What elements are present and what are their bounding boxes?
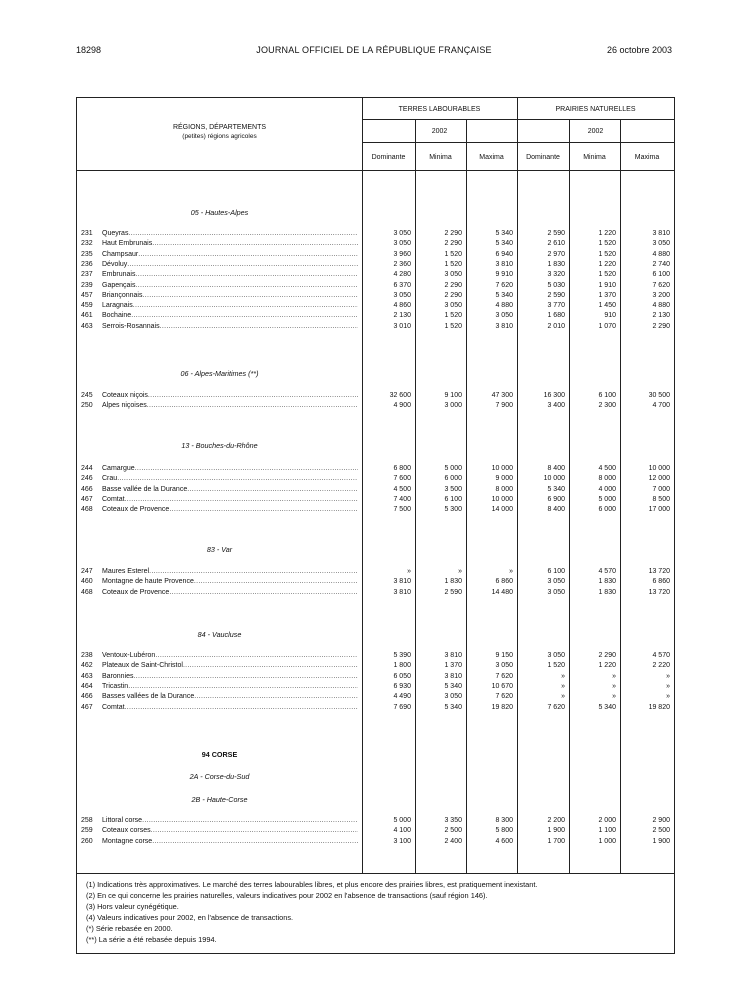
value-cell: 5 800 [495, 827, 513, 835]
journal-title: JOURNAL OFFICIEL DE LA RÉPUBLIQUE FRANÇAISE [256, 45, 492, 55]
footnote: (*) Série rebasée en 2000. [86, 924, 173, 933]
region-code: 468 [81, 588, 93, 596]
value-cell: 6 000 [598, 506, 616, 514]
value-cell: 3 050 [393, 240, 411, 248]
region-name: Champsaur ..... [102, 250, 358, 260]
region-name: Queyras ..... [102, 229, 358, 239]
value-cell: 7 620 [495, 281, 513, 289]
value-cell: 2 290 [652, 322, 670, 330]
region-name: Tricastin ..... [102, 682, 358, 692]
value-cell: 6 100 [547, 568, 565, 575]
region-name: Ventoux-Lubéron ..... [102, 651, 358, 661]
region-code: 244 [81, 465, 93, 472]
col-header-maxima: Maxima [479, 154, 504, 161]
value-cell: 3 050 [444, 302, 462, 310]
group-header-prairies: PRAIRIES NATURELLES [555, 106, 636, 113]
footnote: (**) La série a été rebasée depuis 1994. [86, 935, 217, 944]
region-code: 463 [81, 672, 93, 680]
value-cell: 6 100 [652, 271, 670, 279]
value-cell: 3 050 [495, 312, 513, 320]
region-code: 459 [81, 302, 93, 310]
value-cell: 8 400 [547, 506, 565, 514]
value-cell: 5 340 [495, 291, 513, 299]
value-cell: 4 880 [652, 302, 670, 310]
value-cell: 3 050 [547, 588, 565, 596]
value-cell: 4 280 [393, 271, 411, 279]
value-cell: 5 000 [598, 495, 616, 503]
value-cell: 1 900 [547, 827, 565, 835]
value-cell: 1 220 [598, 662, 616, 670]
section-title: 13 - Bouches-du-Rhône [181, 441, 258, 450]
value-cell: 1 830 [598, 588, 616, 596]
value-cell: 13 720 [648, 568, 670, 575]
value-cell: 4 570 [652, 652, 670, 659]
value-cell: » [561, 693, 565, 701]
value-cell: 6 050 [393, 672, 411, 680]
value-cell: 1 220 [598, 260, 616, 268]
value-cell: 4 860 [393, 302, 411, 310]
value-cell: 3 050 [547, 578, 565, 586]
table-row [77, 250, 674, 260]
region-name: Briançonnais ..... [102, 291, 358, 301]
table-row [77, 260, 674, 270]
table-row [77, 837, 674, 847]
regions-header: RÉGIONS, DÉPARTEMENTS [172, 124, 267, 131]
value-cell: 5 000 [444, 465, 462, 472]
region-name: Bochaine ..... [102, 311, 358, 321]
value-cell: 1 520 [598, 271, 616, 279]
value-cell: 7 690 [393, 703, 411, 711]
section-subtitle: 2A - Corse-du-Sud [189, 772, 250, 781]
value-cell: 910 [604, 312, 616, 320]
col-header-maxima-prairies: Maxima [634, 154, 660, 161]
region-code: 259 [81, 827, 93, 835]
value-cell: 1 000 [598, 837, 616, 845]
value-cell: 5 340 [495, 240, 513, 248]
value-cell: 2 590 [444, 588, 462, 596]
region-name: Basses vallées de la Durance ..... [102, 692, 358, 702]
value-cell: 14 480 [491, 588, 513, 596]
table-row [77, 485, 674, 495]
value-cell: 4 880 [652, 250, 670, 258]
region-name: Basse vallée de la Durance ..... [102, 485, 358, 495]
value-cell: 1 070 [598, 322, 616, 330]
footnote: (1) Indications très approximatives. Le marché des terres labourables libres, et plus encore des prairies libres, est pratiquement inexistant. [86, 880, 538, 889]
value-cell: 2 610 [547, 240, 565, 248]
value-cell: 5 340 [444, 682, 462, 690]
value-cell: 6 800 [393, 465, 411, 472]
value-cell: 6 940 [495, 250, 513, 258]
value-cell: 1 910 [598, 281, 616, 289]
table-row [77, 270, 674, 280]
value-cell: 2 500 [444, 827, 462, 835]
group-header-terres: TERRES LABOURABLES [398, 106, 481, 113]
region-name: Comtat ..... [102, 495, 358, 505]
value-cell: 3 050 [393, 291, 411, 299]
year-header-prairies: 2002 [587, 128, 604, 135]
table-row [77, 505, 674, 515]
value-cell: 1 520 [598, 240, 616, 248]
value-cell: 10 000 [491, 495, 513, 503]
value-cell: 5 390 [393, 652, 411, 659]
region-name: Embrunais ..... [102, 270, 358, 280]
value-cell: 4 500 [393, 485, 411, 493]
value-cell: 3 050 [652, 240, 670, 248]
region-name: Crau ..... [102, 474, 358, 484]
value-cell: 2 360 [393, 260, 411, 268]
value-cell: 3 810 [495, 322, 513, 330]
table-row [77, 588, 674, 598]
value-cell: 2 130 [393, 312, 411, 320]
value-cell: 7 620 [495, 693, 513, 701]
value-cell: 5 340 [598, 703, 616, 711]
table-row [77, 567, 674, 577]
section-subtitle: 2B - Haute-Corse [191, 795, 248, 804]
value-cell: 1 450 [598, 302, 616, 310]
value-cell: 7 620 [652, 281, 670, 289]
value-cell: 4 100 [393, 827, 411, 835]
value-cell: 6 370 [393, 281, 411, 289]
region-code: 245 [81, 392, 93, 399]
table-row [77, 322, 674, 332]
region-name: Montagne de haute Provence ..... [102, 577, 358, 587]
value-cell: 4 600 [495, 837, 513, 845]
value-cell: » [407, 568, 411, 575]
region-code: 460 [81, 578, 93, 586]
value-cell: 3 000 [444, 402, 462, 410]
value-cell: 6 860 [652, 578, 670, 586]
region-name: Maures Esterel ..... [102, 567, 358, 577]
value-cell: 30 500 [648, 392, 670, 399]
value-cell: 4 700 [652, 402, 670, 410]
value-cell: 4 500 [598, 465, 616, 472]
value-cell: 1 100 [598, 827, 616, 835]
page-number: 18298 [76, 45, 102, 55]
value-cell: 2 740 [652, 260, 670, 268]
value-cell: 2 970 [547, 250, 565, 258]
value-cell: 10 000 [543, 475, 565, 483]
value-cell: 2 130 [652, 312, 670, 320]
table-row [77, 464, 674, 474]
table-row [77, 229, 674, 239]
table-row [77, 239, 674, 249]
table-row [77, 672, 674, 682]
value-cell: 5 300 [444, 506, 462, 514]
region-name: Coteaux corses ..... [102, 826, 358, 836]
table-row [77, 301, 674, 311]
value-cell: 1 220 [598, 230, 616, 237]
value-cell: 12 000 [648, 475, 670, 483]
col-header-minima-prairies: Minima [583, 154, 606, 161]
region-code: 232 [81, 240, 93, 248]
regions-subheader: (petites) régions agricoles [182, 133, 257, 140]
section-title: 05 - Hautes-Alpes [190, 208, 249, 217]
region-code: 236 [81, 260, 93, 268]
region-name: Alpes niçoises ..... [102, 401, 358, 411]
value-cell: 3 050 [393, 230, 411, 237]
table-row [77, 826, 674, 836]
table-row [77, 651, 674, 661]
value-cell: 1 520 [598, 250, 616, 258]
value-cell: 7 900 [495, 402, 513, 410]
table-row [77, 401, 674, 411]
value-cell: » [561, 672, 565, 680]
value-cell: » [666, 693, 670, 701]
value-cell: 8 000 [495, 485, 513, 493]
value-cell: 3 810 [393, 578, 411, 586]
value-cell: 3 810 [444, 672, 462, 680]
region-code: 247 [81, 568, 93, 575]
value-cell: 2 590 [547, 291, 565, 299]
col-header-dominante: Dominante [371, 154, 406, 161]
region-code: 464 [81, 682, 93, 690]
region-code: 258 [81, 817, 93, 824]
col-header-minima: Minima [429, 154, 452, 161]
value-cell: 7 000 [652, 485, 670, 493]
region-code: 457 [81, 291, 93, 299]
footnote: (3) Hors valeur cynégétique. [86, 902, 179, 911]
value-cell: 47 300 [491, 392, 513, 399]
value-cell: 7 620 [495, 672, 513, 680]
table-row [77, 577, 674, 587]
table-row [77, 311, 674, 321]
value-cell: 6 900 [547, 495, 565, 503]
value-cell: 3 100 [393, 837, 411, 845]
value-cell: 6 860 [495, 578, 513, 586]
region-code: 463 [81, 322, 93, 330]
value-cell: 7 500 [393, 506, 411, 514]
region-name: Comtat ..... [102, 703, 358, 713]
value-cell: 7 600 [393, 475, 411, 483]
value-cell: 1 520 [444, 260, 462, 268]
value-cell: 2 290 [444, 281, 462, 289]
value-cell: » [561, 682, 565, 690]
table-row [77, 474, 674, 484]
section-title: 94 CORSE [201, 750, 238, 759]
value-cell: 4 570 [598, 568, 616, 575]
value-cell: 3 050 [444, 271, 462, 279]
region-name: Littoral corse ..... [102, 816, 358, 826]
value-cell: 6 930 [393, 682, 411, 690]
region-name: Laragnais ..... [102, 301, 358, 311]
value-cell: 3 320 [547, 271, 565, 279]
price-table [76, 97, 675, 954]
value-cell: 1 520 [547, 662, 565, 670]
value-cell: 3 050 [547, 652, 565, 659]
value-cell: 3 050 [444, 693, 462, 701]
value-cell: 8 300 [495, 817, 513, 824]
table-row [77, 816, 674, 826]
value-cell: 9 150 [495, 652, 513, 659]
region-name: Baronnies ..... [102, 672, 358, 682]
value-cell: 6 000 [444, 475, 462, 483]
value-cell: 10 000 [648, 465, 670, 472]
value-cell: 1 700 [547, 837, 565, 845]
value-cell: 3 200 [652, 291, 670, 299]
region-code: 467 [81, 703, 93, 711]
region-code: 468 [81, 506, 93, 514]
publication-date: 26 octobre 2003 [606, 45, 672, 55]
value-cell: 1 520 [444, 312, 462, 320]
region-code: 239 [81, 281, 93, 289]
value-cell: 13 720 [648, 588, 670, 596]
value-cell: 3 810 [652, 230, 670, 237]
footnotes [76, 874, 675, 954]
region-name: Coteaux niçois ..... [102, 391, 358, 401]
value-cell: 9 000 [495, 475, 513, 483]
table-row [77, 495, 674, 505]
value-cell: » [612, 693, 616, 701]
value-cell: 4 900 [393, 402, 411, 410]
region-code: 250 [81, 402, 93, 410]
value-cell: 2 400 [444, 837, 462, 845]
region-name: Haut Embrunais ..... [102, 239, 358, 249]
section-title: 06 - Alpes-Maritimes (**) [180, 369, 259, 378]
value-cell: » [509, 568, 513, 575]
value-cell: 5 030 [547, 281, 565, 289]
value-cell: » [458, 568, 462, 575]
value-cell: 1 520 [444, 322, 462, 330]
value-cell: 2 290 [444, 230, 462, 237]
value-cell: 1 520 [444, 250, 462, 258]
value-cell: 4 000 [598, 485, 616, 493]
value-cell: 3 810 [393, 588, 411, 596]
region-name: Dévoluy ..... [102, 260, 358, 270]
region-name: Gapençais ..... [102, 281, 358, 291]
section-title: 83 - Var [206, 545, 233, 554]
region-name: Coteaux de Provence ..... [102, 588, 358, 598]
footnote: (4) Valeurs indicatives pour 2002, en l'absence de transactions. [86, 913, 294, 922]
value-cell: 3 770 [547, 302, 565, 310]
region-code: 466 [81, 485, 93, 493]
region-code: 238 [81, 652, 93, 659]
col-header-dominante-prairies: Dominante [526, 154, 560, 161]
value-cell: 2 900 [652, 817, 670, 824]
region-name: Camargue ..... [102, 464, 358, 474]
value-cell: 4 490 [393, 693, 411, 701]
region-code: 461 [81, 312, 93, 320]
value-cell: 6 100 [444, 495, 462, 503]
value-cell: 3 350 [444, 817, 462, 824]
value-cell: 5 340 [444, 703, 462, 711]
value-cell: 2 010 [547, 322, 565, 330]
table-row [77, 291, 674, 301]
value-cell: 5 340 [547, 485, 565, 493]
value-cell: 4 880 [495, 302, 513, 310]
value-cell: 9 910 [495, 271, 513, 279]
value-cell: 2 500 [652, 827, 670, 835]
value-cell: 3 810 [495, 260, 513, 268]
region-name: Plateaux de Saint-Christol ..... [102, 661, 358, 671]
value-cell: » [612, 682, 616, 690]
value-cell: 1 370 [444, 662, 462, 670]
value-cell: 10 670 [491, 682, 513, 690]
table-row [77, 391, 674, 401]
region-code: 467 [81, 495, 93, 503]
value-cell: 2 290 [444, 291, 462, 299]
value-cell: 5 000 [393, 817, 411, 824]
value-cell: 3 500 [444, 485, 462, 493]
footnote: (2) En ce qui concerne les prairies naturelles, valeurs indicatives pour 2002 en l'absence de transactions (sauf région 146). [86, 891, 488, 900]
value-cell: 5 340 [495, 230, 513, 237]
table-row [77, 703, 674, 713]
value-cell: 9 100 [444, 392, 462, 399]
table-row [77, 281, 674, 291]
value-cell: 32 600 [389, 392, 411, 399]
value-cell: 2 220 [652, 662, 670, 670]
value-cell: 10 000 [491, 465, 513, 472]
value-cell: 1 830 [547, 260, 565, 268]
region-code: 466 [81, 693, 93, 701]
value-cell: 3 960 [393, 250, 411, 258]
value-cell: 2 290 [444, 240, 462, 248]
value-cell: 1 830 [444, 578, 462, 586]
region-code: 462 [81, 662, 93, 670]
value-cell: » [612, 672, 616, 680]
value-cell: 1 680 [547, 312, 565, 320]
value-cell: 17 000 [648, 506, 670, 514]
region-code: 235 [81, 250, 93, 258]
value-cell: 1 900 [652, 837, 670, 845]
value-cell: 3 050 [495, 662, 513, 670]
value-cell: 2 200 [547, 817, 565, 824]
value-cell: 1 830 [598, 578, 616, 586]
value-cell: 8 400 [547, 465, 565, 472]
region-code: 260 [81, 837, 93, 845]
value-cell: 14 000 [491, 506, 513, 514]
section-title: 84 - Vaucluse [197, 630, 242, 639]
value-cell: » [666, 682, 670, 690]
value-cell: » [666, 672, 670, 680]
region-code: 237 [81, 271, 93, 279]
value-cell: 1 370 [598, 291, 616, 299]
value-cell: 2 590 [547, 230, 565, 237]
value-cell: 8 000 [598, 475, 616, 483]
value-cell: 3 010 [393, 322, 411, 330]
value-cell: 3 400 [547, 402, 565, 410]
value-cell: 7 620 [547, 703, 565, 711]
value-cell: 1 800 [393, 662, 411, 670]
region-name: Serrois-Rosannais ..... [102, 322, 358, 332]
value-cell: 8 500 [652, 495, 670, 503]
value-cell: 3 810 [444, 652, 462, 659]
table-row [77, 661, 674, 671]
value-cell: 6 100 [598, 392, 616, 399]
table-row [77, 692, 674, 702]
value-cell: 19 820 [491, 703, 513, 711]
table-row [77, 682, 674, 692]
region-name: Montagne corse ..... [102, 837, 358, 847]
value-cell: 2 290 [598, 652, 616, 659]
value-cell: 16 300 [543, 392, 565, 399]
region-name: Coteaux de Provence ..... [102, 505, 358, 515]
region-code: 246 [81, 475, 93, 483]
year-header-terres: 2002 [431, 128, 448, 135]
value-cell: 7 400 [393, 495, 411, 503]
value-cell: 2 000 [598, 817, 616, 824]
value-cell: 2 300 [598, 402, 616, 410]
value-cell: 19 820 [648, 703, 670, 711]
region-code: 231 [81, 230, 93, 237]
